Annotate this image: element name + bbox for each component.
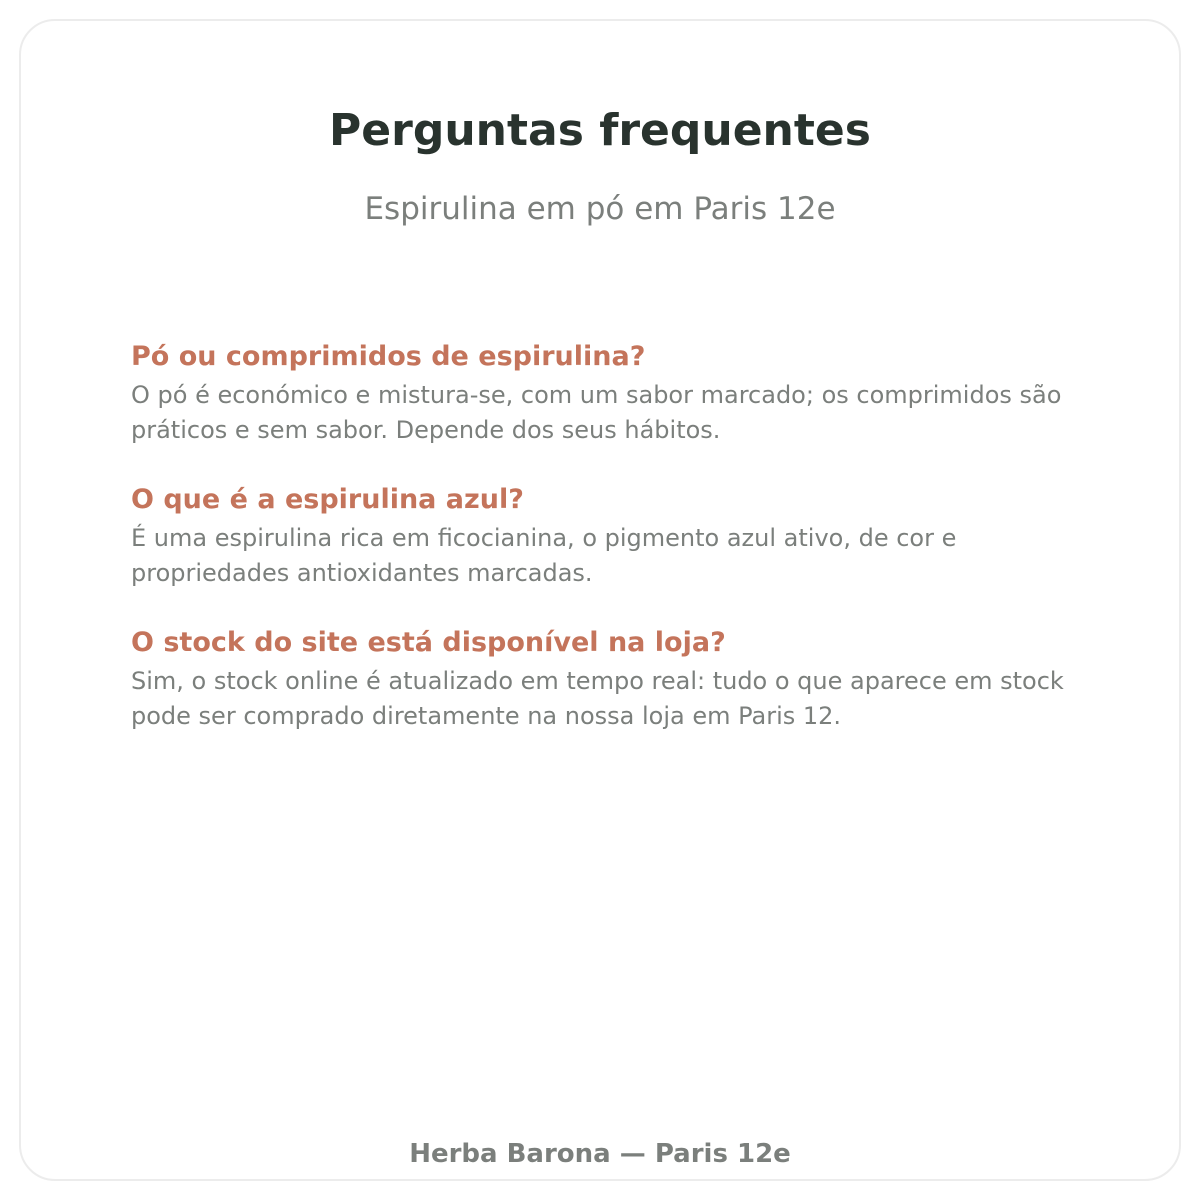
faq-answer: O pó é económico e mistura-se, com um sabor marcado; os comprimidos são práticos e sem sabor. Depende dos seus hábitos. bbox=[131, 381, 1062, 444]
faq-item bbox=[131, 624, 1111, 734]
page-subtitle: Espirulina em pó em Paris 12e bbox=[364, 191, 836, 227]
faq-question: O stock do site está disponível na loja? bbox=[131, 627, 726, 658]
faq-question: Pó ou comprimidos de espirulina? bbox=[131, 341, 646, 372]
faq-question: O que é a espirulina azul? bbox=[131, 484, 524, 515]
faq-answer: É uma espirulina rica em ficocianina, o pigmento azul ativo, de cor e propriedades antioxidantes marcadas. bbox=[131, 524, 957, 587]
faq-list bbox=[131, 338, 1111, 767]
faq-answer: Sim, o stock online é atualizado em tempo real: tudo o que aparece em stock pode ser comprado diretamente na nossa loja em Paris 12. bbox=[131, 667, 1064, 730]
page-title: Perguntas frequentes bbox=[329, 105, 871, 156]
faq-item bbox=[131, 481, 1111, 591]
footer-brand: Herba Barona — Paris 12e bbox=[409, 1139, 791, 1169]
faq-item bbox=[131, 338, 1111, 448]
faq-card bbox=[19, 19, 1181, 1181]
